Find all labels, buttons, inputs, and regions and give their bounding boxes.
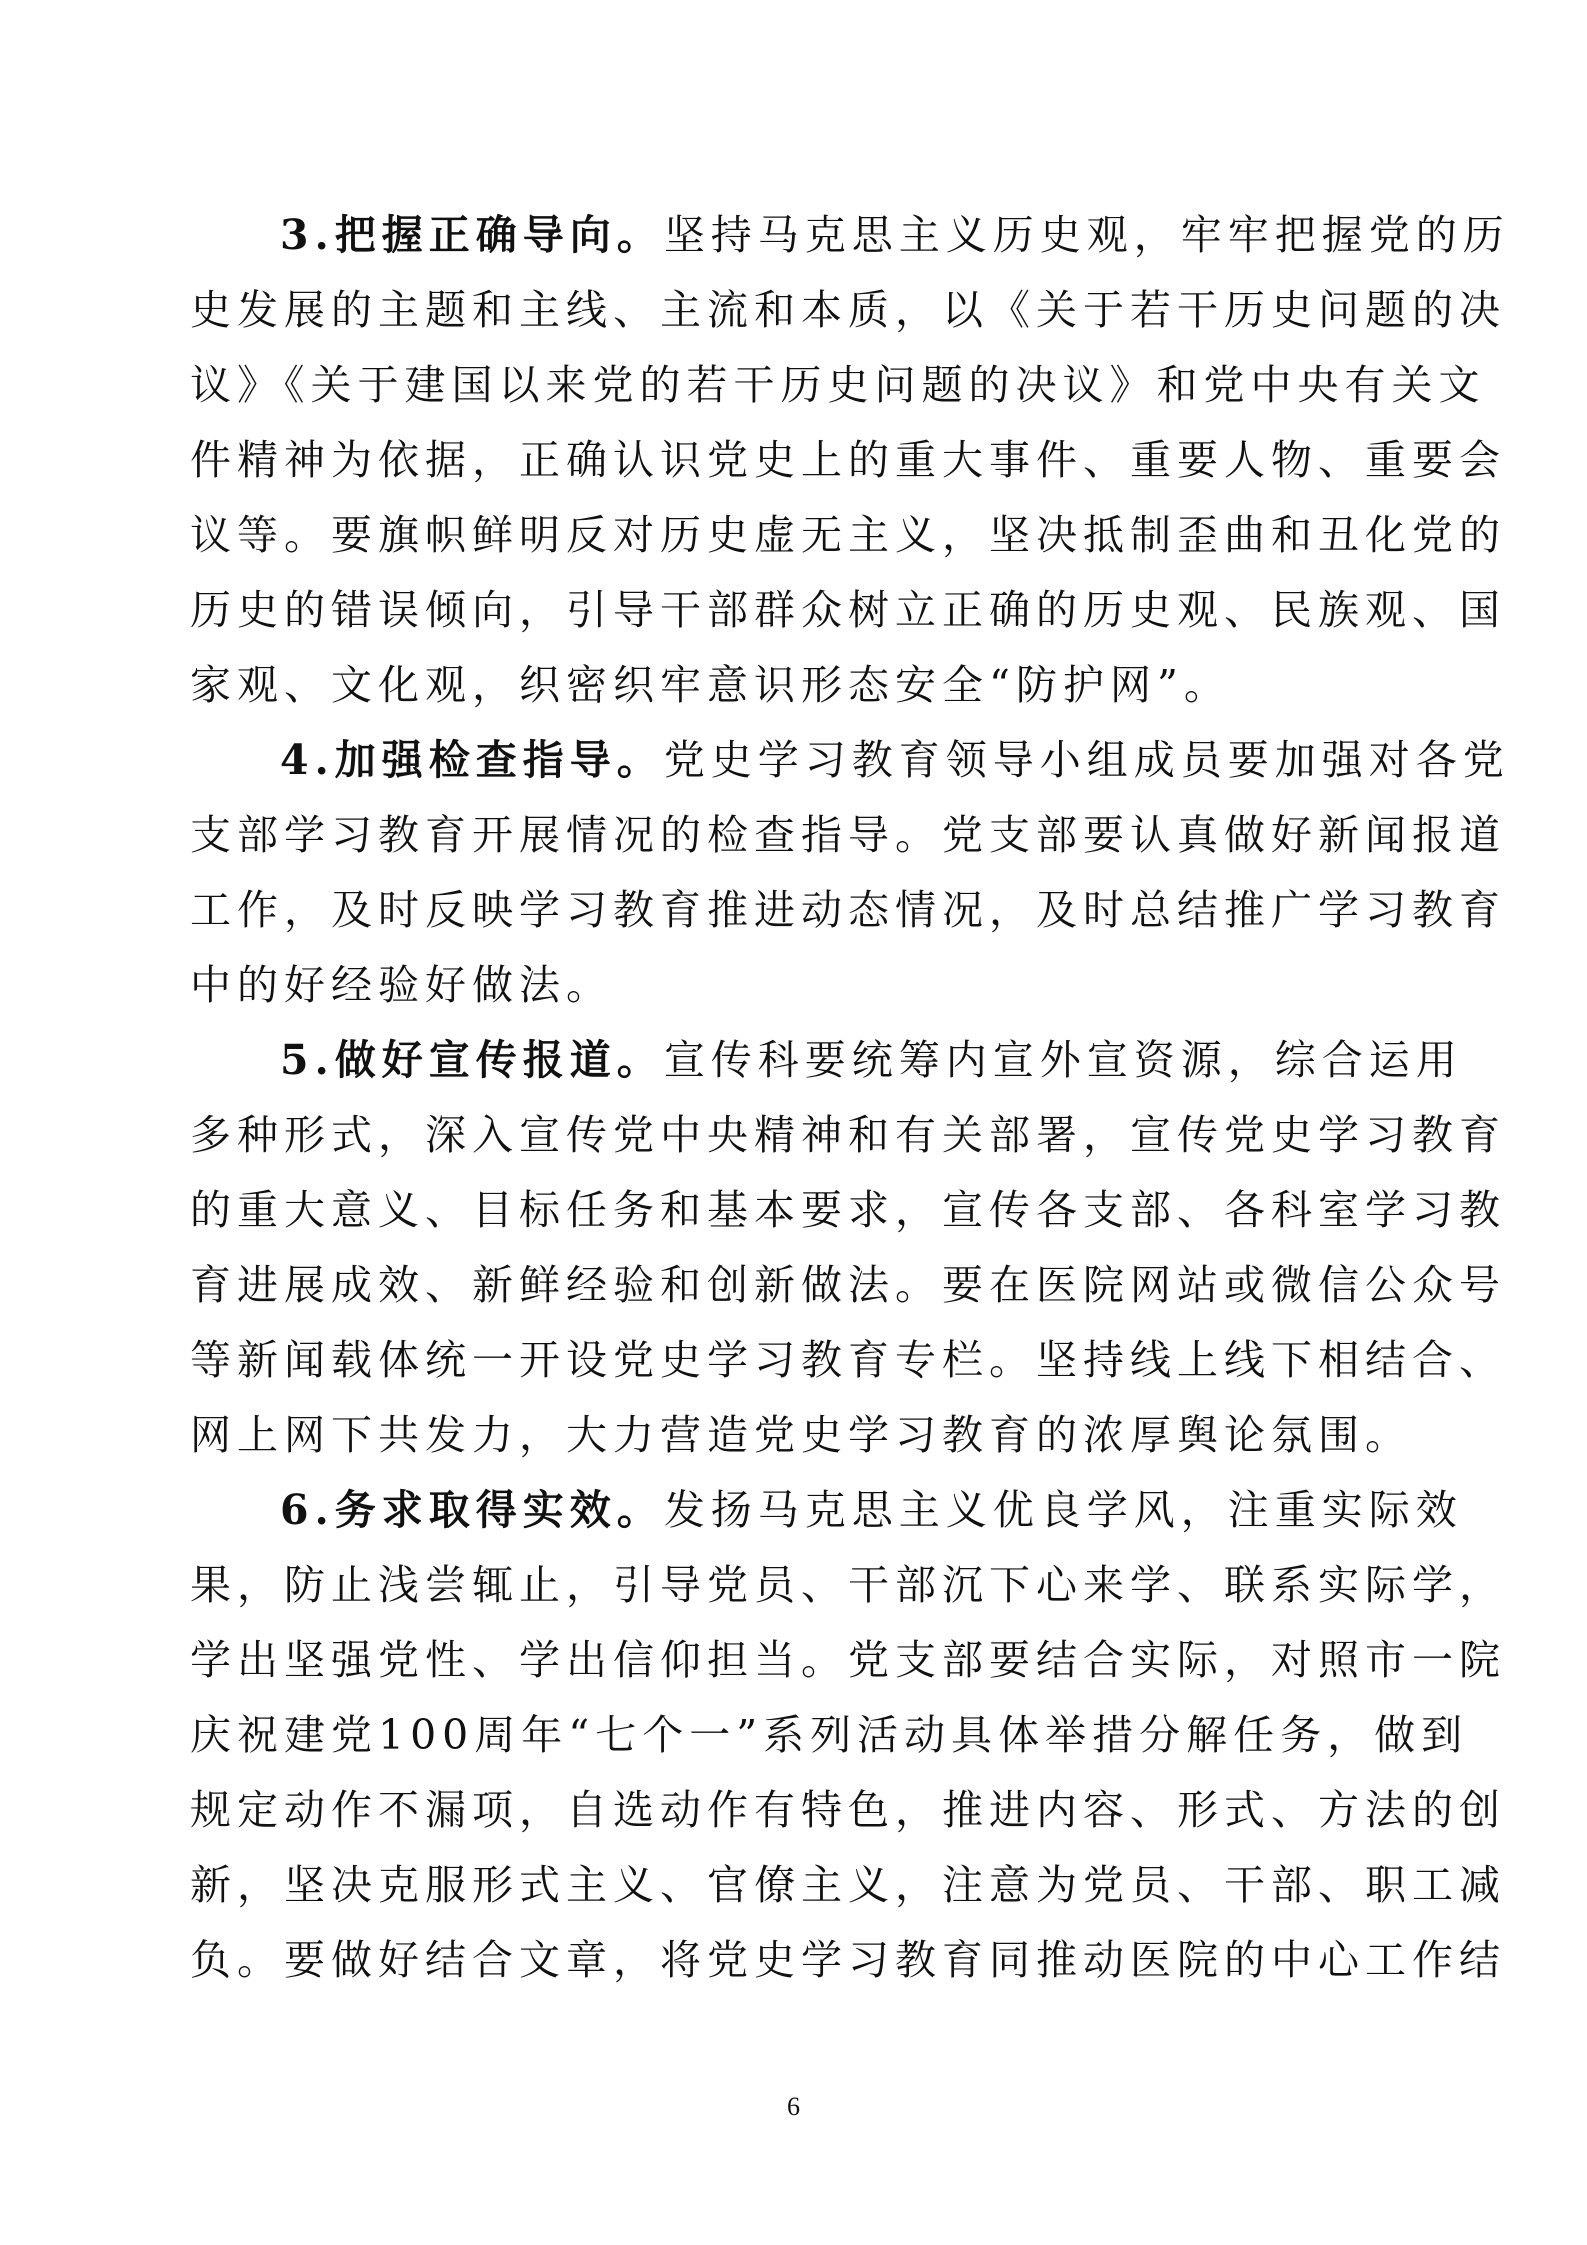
paragraph-line: 学出坚强党性、学出信仰担当。党支部要结合实际，对照市一院 xyxy=(190,1636,1506,1684)
page-number: 6 xyxy=(787,2092,800,2121)
paragraph-line: 负。要做好结合文章，将党史学习教育同推动医院的中心工作结 xyxy=(190,1936,1506,1984)
paragraph-line: 史发展的主题和主线、主流和本质，以《关于若干历史问题的决 xyxy=(190,286,1506,334)
section-heading: 3.把握正确导向。 xyxy=(280,211,664,259)
paragraph-line xyxy=(190,1473,1463,1548)
paragraph-line: 议等。要旗帜鲜明反对历史虚无主义，坚决抵制歪曲和丑化党的 xyxy=(190,511,1506,559)
paragraph-line: 育进展成效、新鲜经验和创新做法。要在医院网站或微信公众号 xyxy=(190,1261,1506,1309)
paragraph-line: 家观、文化观，织密织牢意识形态安全“防护网”。 xyxy=(190,661,1231,709)
paragraph-line: 件精神为依据，正确认识党史上的重大事件、重要人物、重要会 xyxy=(190,436,1506,484)
paragraph-line: 工作，及时反映学习教育推进动态情况，及时总结推广学习教育 xyxy=(190,886,1506,934)
paragraph-line: 等新闻载体统一开设党史学习教育专栏。坚持线上线下相结合、 xyxy=(190,1336,1506,1384)
paragraph-line xyxy=(190,723,1510,798)
document-body xyxy=(190,198,1510,1998)
paragraph-line: 多种形式，深入宣传党中央精神和有关部署，宣传党史学习教育 xyxy=(190,1111,1506,1159)
paragraph-text: 宣传科要统筹内宣外宣资源，综合运用 xyxy=(663,1036,1463,1084)
paragraph-text: 党史学习教育领导小组成员要加强对各党 xyxy=(663,736,1510,784)
paragraph-line: 果，防止浅尝辄止，引导党员、干部沉下心来学、联系实际学， xyxy=(190,1561,1506,1609)
paragraph-line: 网上网下共发力，大力营造党史学习教育的浓厚舆论氛围。 xyxy=(190,1411,1412,1459)
paragraph-text: 发扬马克思主义优良学风，注重实际效 xyxy=(663,1486,1463,1534)
section-heading: 5.做好宣传报道。 xyxy=(280,1036,664,1084)
section-heading: 6.务求取得实效。 xyxy=(280,1486,664,1534)
paragraph-line xyxy=(190,1023,1463,1098)
paragraph-line: 议》《关于建国以来党的若干历史问题的决议》和党中央有关文 xyxy=(190,361,1486,409)
paragraph-line: 支部学习教育开展情况的检查指导。党支部要认真做好新闻报道 xyxy=(190,811,1506,859)
paragraph-line: 的重大意义、目标任务和基本要求，宣传各支部、各科室学习教 xyxy=(190,1186,1506,1234)
paragraph-line: 新，坚决克服形式主义、官僚主义，注意为党员、干部、职工减 xyxy=(190,1861,1506,1909)
paragraph-line: 历史的错误倾向，引导干部群众树立正确的历史观、民族观、国 xyxy=(190,586,1506,634)
paragraph-line: 规定动作不漏项，自选动作有特色，推进内容、形式、方法的创 xyxy=(190,1786,1506,1834)
paragraph-line: 中的好经验好做法。 xyxy=(190,961,613,1009)
section-heading: 4.加强检查指导。 xyxy=(280,736,664,784)
paragraph-text: 坚持马克思主义历史观，牢牢把握党的历 xyxy=(663,211,1510,259)
paragraph-line: 庆祝建党100周年“七个一”系列活动具体举措分解任务，做到 xyxy=(190,1711,1469,1759)
paragraph-line xyxy=(190,198,1510,273)
